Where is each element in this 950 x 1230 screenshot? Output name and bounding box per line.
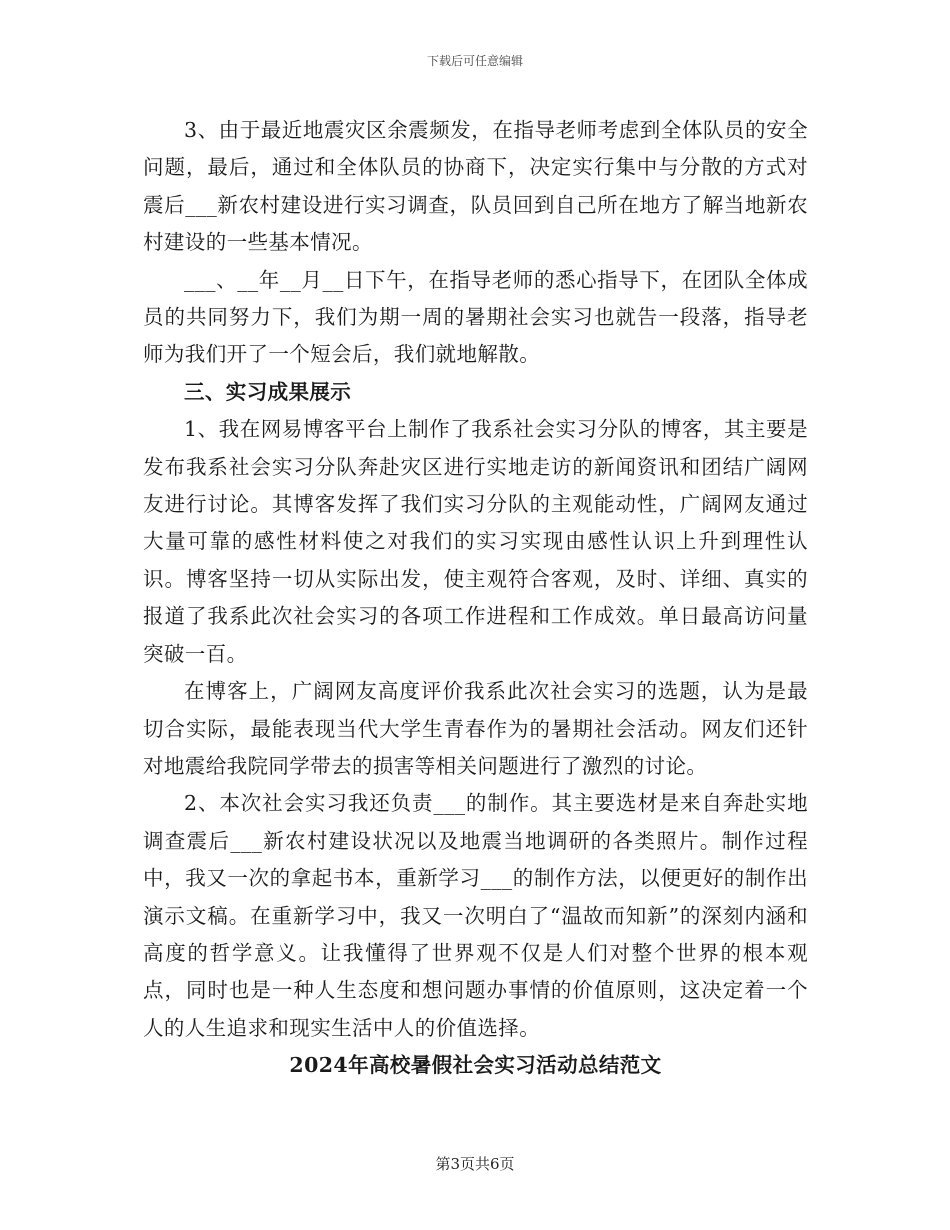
next-document-title: 2024年高校暑假社会实习活动总结范文 (289, 1053, 662, 1078)
paragraph-blog-comments: 在博客上，广阔网友高度评价我系此次社会实习的选题，认为是最切合实际，最能表现当代大学生青春作为的暑期社会活动。网友们还针对地震给我院同学带去的损害等相关问题进行了激烈的讨论。 (143, 679, 808, 778)
document-body (143, 112, 808, 1085)
paragraph-presentation: 2、本次社会实习我还负责___的制作。其主要选材是来自奔赴实地调查震后___新农村建设状况以及地震当地调研的各类照片。制作过程中，我又一次的拿起书本，重新学习___的制作方法，以便更好的制作出演示文稿。在重新学习中，我又一次明白了“温故而知新”的深刻内涵和高度的哲学意义。让我懂得了世界观不仅是人们对整个世界的根本观点，同时也是一种人生态度和想问题办事情的价值原则，这决定着一个人的人生追求和现实生活中人的价值选择。 (143, 791, 808, 1040)
page-number-footer: 第3页共6页 (435, 1155, 515, 1173)
section-heading-results: 三、实习成果展示 (184, 379, 352, 404)
paragraph-blog: 1、我在网易博客平台上制作了我系社会实习分队的博客，其主要是发布我系社会实习分队奔赴灾区进行实地走访的新闻资讯和团结广阔网友进行讨论。其博客发挥了我们实习分队的主观能动性，广阔网友通过大量可靠的感性材料使之对我们的实习实现由感性认识上升到理性认识。博客坚持一切从实际出发，使主观符合客观，及时、详细、真实的报道了我系此次社会实习的各项工作进程和工作成效。单日最高访问量突破一百。 (143, 417, 808, 666)
paragraph-item-3: 3、由于最近地震灾区余震频发，在指导老师考虑到全体队员的安全问题，最后，通过和全体队员的协商下，决定实行集中与分散的方式对震后___新农村建设进行实习调查，队员回到自己所在地方了解当地新农村建设的一些基本情况。 (143, 118, 808, 255)
paragraph-dismissal: ___、__年__月__日下午，在指导老师的悉心指导下，在团队全体成员的共同努力下，我们为期一周的暑期社会实习也就告一段落，指导老师为我们开了一个短会后，我们就地解散。 (143, 267, 808, 367)
page-header-note: 下载后可任意编辑 (426, 54, 523, 68)
